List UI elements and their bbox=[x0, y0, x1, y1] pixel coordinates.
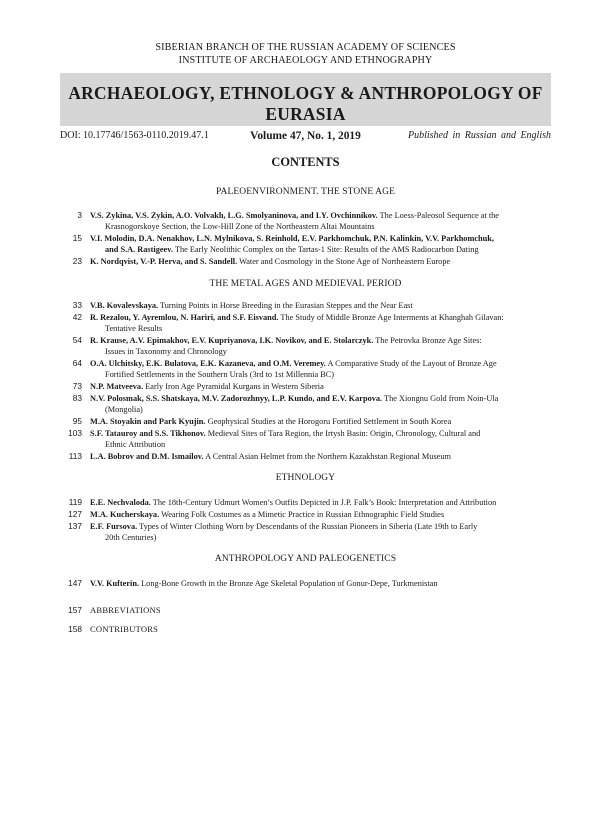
entry-title: Wearing Folk Costumes as a Mimetic Practice in Russian Ethnographic Field Studies bbox=[159, 510, 445, 519]
entry-authors: N.P. Matveeva. bbox=[90, 382, 144, 391]
entry-title: A Central Asian Helmet from the Northern Kazakhstan Regional Museum bbox=[203, 452, 451, 461]
entry-title: The Study of Middle Bronze Age Interments at Khanghah Gilavan: bbox=[278, 313, 504, 322]
org-line-2: INSTITUTE OF ARCHAEOLOGY AND ETHNOGRAPHY bbox=[178, 55, 433, 66]
entry-title: Early Iron Age Pyramidal Kurgans in Western Siberia bbox=[143, 382, 324, 391]
entry-authors-cont: and S.A. Rastigeev. bbox=[105, 245, 173, 255]
entry-title: The Loess-Paleosol Sequence at the bbox=[377, 211, 499, 220]
toc-entry[interactable] bbox=[60, 521, 551, 543]
entry-authors: M.A. Stoyakin and Park Kyujin. bbox=[90, 417, 206, 426]
entry-title-cont: Issues in Taxonomy and Chronology bbox=[105, 347, 227, 357]
page-number: 23 bbox=[72, 256, 82, 266]
page-number: 95 bbox=[72, 416, 82, 426]
entry-title: The Early Neolithic Complex on the Tartas-1 Site: Results of the AMS Radiocarbon Dating bbox=[173, 245, 479, 255]
entry-title: Water and Cosmology in the Stone Age of Northeastern Europe bbox=[237, 257, 451, 266]
entry-authors: V.V. Kufterin. bbox=[90, 579, 140, 588]
entry-title: The 18th-Century Udmurt Women’s Outfits Depicted in J.P. Falk’s Book: Interpretation and Attribution bbox=[150, 498, 497, 507]
entry-title-cont: Tentative Results bbox=[105, 324, 163, 334]
page-number: 147 bbox=[68, 578, 82, 588]
toc-entry[interactable] bbox=[60, 509, 551, 520]
section-title: ETHNOLOGY bbox=[275, 473, 336, 483]
toc-entry[interactable] bbox=[60, 451, 551, 462]
page-number: 157 bbox=[68, 605, 82, 615]
entry-title: Types of Winter Clothing Worn by Descendants of the Russian Pioneers in Siberia (Late 19th to Early bbox=[137, 522, 478, 531]
entry-authors: R. Krause, A.V. Epimakhov, E.V. Kupriyanova, I.K. Novikov, and E. Stolarczyk. bbox=[90, 336, 374, 345]
journal-title: ARCHAEOLOGY, ETHNOLOGY & ANTHROPOLOGY OF EURASIA bbox=[68, 83, 543, 124]
toc-entry[interactable] bbox=[60, 578, 551, 589]
entry-title: The Xiongnu Gold from Noin-Ula bbox=[382, 394, 499, 403]
entry-title: A Comparative Study of the Layout of Bronze Age bbox=[325, 359, 497, 368]
entry-authors: L.A. Bobrov and D.M. Ismailov. bbox=[90, 452, 204, 461]
page-number: 64 bbox=[72, 358, 82, 368]
contents-title: CONTENTS bbox=[271, 155, 340, 169]
published-note: Published in Russian and English bbox=[408, 130, 551, 141]
entry-authors: O.A. Ulchitsky, E.K. Bulatova, E.K. Kazaneva, and O.M. Veremey. bbox=[90, 359, 326, 368]
toc-entry[interactable] bbox=[60, 416, 551, 427]
entry-authors: R. Rezalou, Y. Ayremlou, N. Hariri, and S.F. Eisvand. bbox=[90, 313, 279, 322]
entry-title: The Petrovka Bronze Age Sites: bbox=[373, 336, 482, 345]
section-title: PALEOENVIRONMENT. THE STONE AGE bbox=[215, 187, 396, 197]
toc-entry[interactable] bbox=[60, 335, 551, 357]
entry-authors: V.B. Kovalevskaya. bbox=[90, 301, 159, 310]
page-number: 33 bbox=[72, 300, 82, 310]
entry-title-cont: Ethnic Attribution bbox=[105, 440, 166, 450]
toc-entry[interactable] bbox=[60, 300, 551, 311]
page-number: 15 bbox=[72, 233, 82, 243]
toc-entry[interactable] bbox=[60, 393, 551, 415]
entry-authors: S.F. Tatauroy and S.S. Tikhonov. bbox=[90, 429, 206, 438]
page-number: 54 bbox=[72, 335, 82, 345]
entry-authors: V.I. Molodin, D.A. Nenakhov, L.N. Mylnikova, S. Reinhold, E.V. Parkhomchuk, P.N. Kalinkin, V.V. Parkhomchuk, bbox=[90, 234, 494, 243]
doi[interactable]: DOI: 10.17746/1563-0110.2019.47.1 bbox=[60, 130, 209, 141]
org-line-1: SIBERIAN BRANCH OF THE RUSSIAN ACADEMY OF SCIENCES bbox=[155, 42, 456, 53]
entry-authors: M.A. Kucherskaya. bbox=[90, 510, 160, 519]
volume-info: Volume 47, No. 1, 2019 bbox=[250, 130, 361, 142]
page-number: 42 bbox=[72, 312, 82, 322]
page-number: 158 bbox=[68, 624, 82, 634]
entry-title-cont: 20th Centuries) bbox=[105, 533, 157, 543]
back-matter-label: ABBREVIATIONS bbox=[90, 605, 161, 615]
page-number: 73 bbox=[72, 381, 82, 391]
page-number: 137 bbox=[68, 521, 82, 531]
toc-entry[interactable] bbox=[60, 233, 551, 255]
entry-title-cont: Fortified Settlements in the Southern Urals (3rd to 1st Millennia BC) bbox=[105, 370, 335, 380]
section-title: THE METAL AGES AND MEDIEVAL PERIOD bbox=[209, 279, 402, 289]
entry-title-cont: Krasnogorskoye Section, the Low-Hill Zone of the Northeastern Altai Mountains bbox=[105, 222, 375, 232]
toc-entry[interactable] bbox=[60, 428, 551, 450]
toc-entry[interactable] bbox=[60, 256, 551, 267]
entry-authors: K. Nordqvist, V.-P. Herva, and S. Sandell. bbox=[90, 257, 238, 266]
entry-authors: N.V. Polosmak, S.S. Shatskaya, M.V. Zadorozhnyy, L.P. Kundo, and E.V. Karpova. bbox=[90, 394, 383, 403]
entry-authors: V.S. Zykina, V.S. Zykin, A.O. Volvakh, L.G. Smolyaninova, and I.Y. Ovchinnikov. bbox=[90, 211, 378, 220]
page-number: 127 bbox=[68, 509, 82, 519]
page-number: 113 bbox=[68, 451, 82, 461]
page-number: 3 bbox=[77, 210, 82, 220]
page-number: 119 bbox=[68, 497, 82, 507]
entry-title-cont: (Mongolia) bbox=[105, 405, 143, 415]
toc-entry[interactable] bbox=[60, 210, 551, 232]
entry-title: Medieval Sites of Tara Region, the Irtysh Basin: Origin, Chronology, Cultural and bbox=[205, 429, 481, 438]
page-number: 103 bbox=[68, 428, 82, 438]
page-number: 83 bbox=[72, 393, 82, 403]
toc-entry[interactable] bbox=[60, 358, 551, 380]
entry-authors: E.E. Nechvaloda. bbox=[90, 498, 151, 507]
back-matter-label: CONTRIBUTORS bbox=[90, 624, 159, 634]
entry-title: Long-Bone Growth in the Bronze Age Skeletal Population of Gonur-Depe, Turkmenistan bbox=[139, 579, 438, 588]
toc-entry[interactable] bbox=[60, 497, 551, 508]
entry-authors: E.F. Fursova. bbox=[90, 522, 138, 531]
toc-entry[interactable] bbox=[60, 312, 551, 334]
entry-title: Turning Points in Horse Breeding in the Eurasian Steppes and the Near East bbox=[158, 301, 413, 310]
entry-title: Geophysical Studies at the Horogoru Fortified Settlement in South Korea bbox=[205, 417, 452, 426]
toc-entry[interactable] bbox=[60, 381, 551, 392]
section-title: ANTHROPOLOGY AND PALEOGENETICS bbox=[214, 554, 397, 564]
